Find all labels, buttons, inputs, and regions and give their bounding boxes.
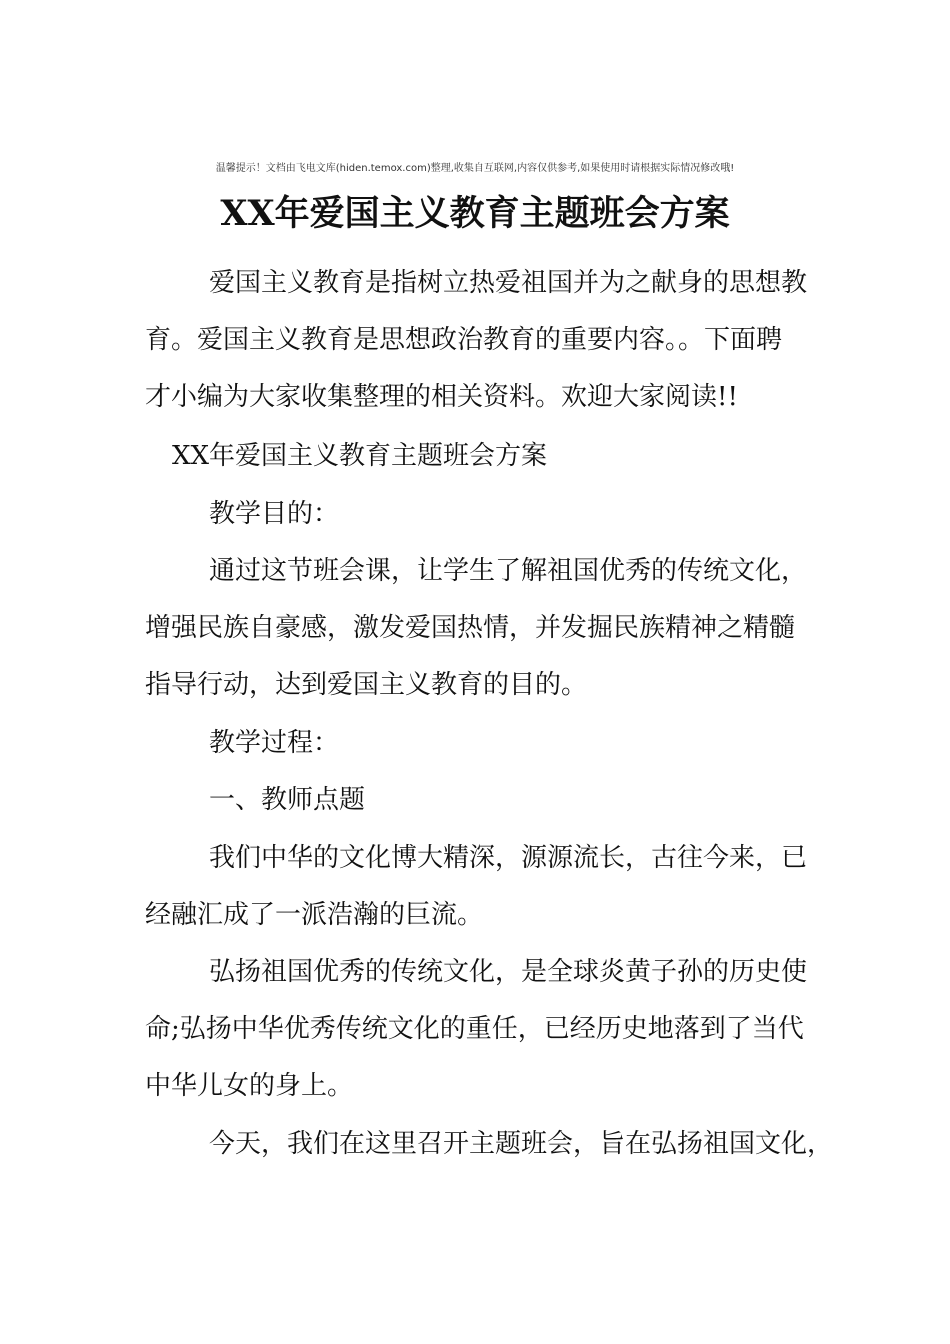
text-line: 爱国主义教育是指树立热爱祖国并为之献身的思想教 xyxy=(209,268,808,298)
text-line: 命;弘扬中华优秀传统文化的重任，已经历史地落到了当代 xyxy=(145,1014,804,1044)
text-line: 增强民族自豪感，激发爱国热情，并发掘民族精神之精髓 xyxy=(145,613,796,643)
process-heading xyxy=(145,715,825,772)
text-line: 指导行动，达到爱国主义教育的目的。 xyxy=(145,670,588,700)
document-title: XX年爱国主义教育主题班会方案 xyxy=(220,193,730,234)
intro-paragraph xyxy=(145,255,825,426)
text-line: 一、教师点题 xyxy=(209,785,366,815)
body-paragraph xyxy=(145,944,825,1115)
section-heading xyxy=(172,428,852,485)
text-line: XX年爱国主义教育主题班会方案 xyxy=(172,441,548,471)
download-notice: 温馨提示！文档由飞电文库(hiden.temox.com)整理,收集自互联网,内容仅供参考,如果使用时请根据实际情况修改哦! xyxy=(215,163,735,174)
text-line: 教学过程： xyxy=(209,728,340,758)
text-line: 今天，我们在这里召开主题班会，旨在弘扬祖国文化， xyxy=(209,1129,834,1159)
text-line: 弘扬祖国优秀的传统文化，是全球炎黄子孙的历史使 xyxy=(209,957,808,987)
text-line: 育。爱国主义教育是思想政治教育的重要内容。。下面聘 xyxy=(145,325,783,355)
body-paragraph xyxy=(145,830,825,944)
body-paragraph xyxy=(145,1116,834,1173)
text-line: 中华儿女的身上。 xyxy=(145,1071,354,1101)
text-line: 我们中华的文化博大精深，源源流长，古往今来，已 xyxy=(209,843,808,873)
step-one-heading xyxy=(145,772,825,829)
text-line: 通过这节班会课，让学生了解祖国优秀的传统文化， xyxy=(209,556,808,586)
text-line: 经融汇成了一派浩瀚的巨流。 xyxy=(145,900,484,930)
objective-heading xyxy=(145,486,825,543)
text-line: 教学目的： xyxy=(209,499,340,529)
text-line: 才小编为大家收集整理的相关资料。欢迎大家阅读!! xyxy=(145,382,738,412)
objective-paragraph xyxy=(145,543,825,714)
